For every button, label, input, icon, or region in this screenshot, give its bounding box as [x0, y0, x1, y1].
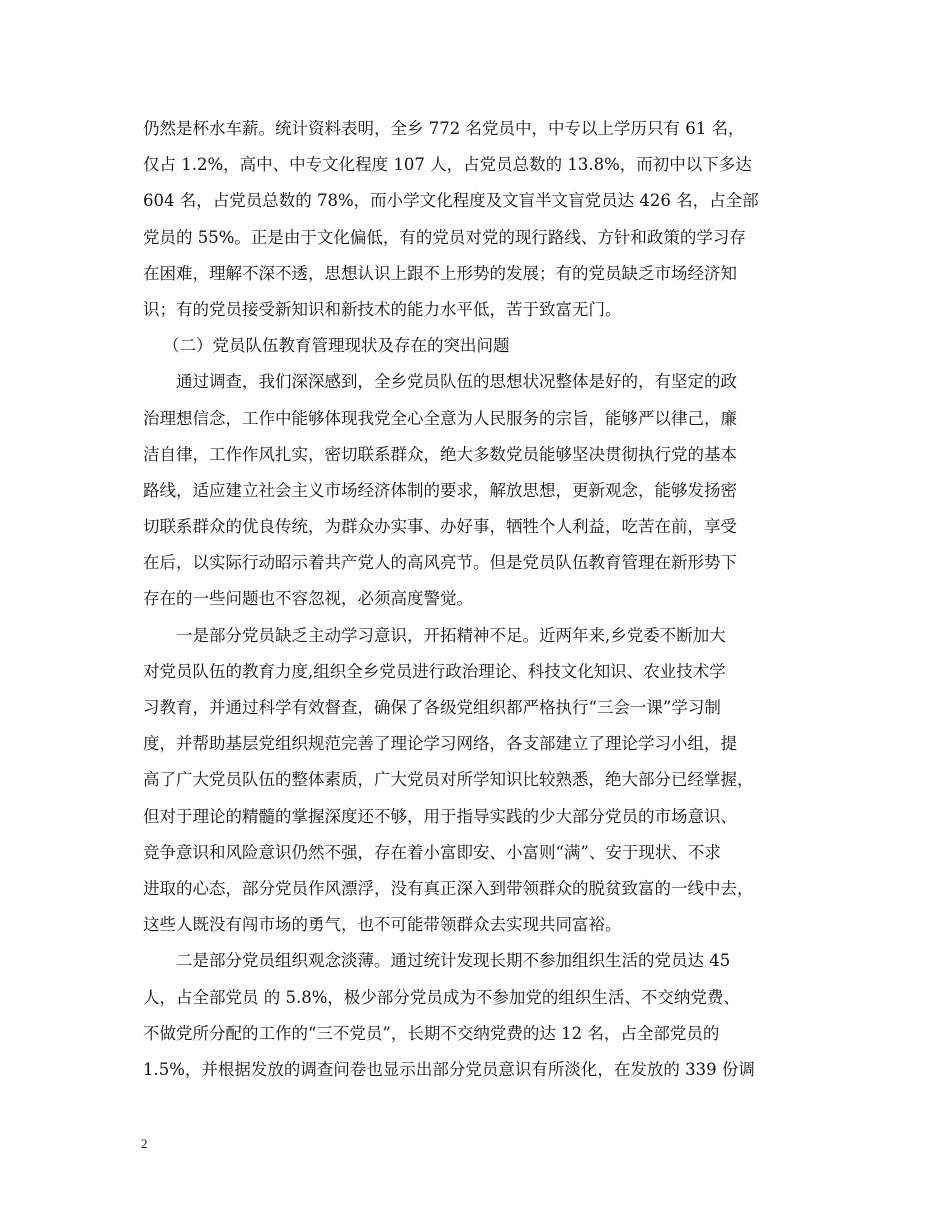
text-line: 1.5%，并根据发放的调查问卷也显示出部分党员意识有所淡化，在发放的 339 份调 [143, 1059, 755, 1079]
text-line: 进取的心态，部分党员作风漂浮，没有真正深入到带领群众的脱贫致富的一线中去， [143, 878, 754, 898]
text-line: 通过调查，我们深深感到，全乡党员队伍的思想状况整体是好的，有坚定的政 [176, 372, 737, 392]
paragraph [143, 618, 813, 944]
text-line: 但对于理论的精髓的掌握深度还不够，用于指导实践的少大部分党员的市场意识、 [143, 806, 737, 826]
text-line: 二是部分党员组织观念淡薄。通过统计发现长期不参加组织生活的党员达 45 [176, 951, 731, 971]
text-line: 不做党所分配的工作的“三不党员”，长期不交纳党费的达 12 名，占全部党员的 [143, 1023, 720, 1043]
section-heading: （二）党员队伍教育管理现状及存在的突出问题 [163, 336, 510, 356]
paragraph [143, 364, 813, 617]
text-line: 存在的一些问题也不容忽视，必须高度警觉。 [143, 589, 473, 609]
text-line: 仍然是杯水车薪。统计资料表明，全乡 772 名党员中，中专以上学历只有 61 名， [143, 119, 745, 138]
text-line: 仅占 1.2%，高中、中专文化程度 107 人，占党员总数的 13.8%，而初中以下多达 [143, 155, 752, 175]
paragraph [143, 111, 813, 328]
text-line: 治理想信念，工作中能够体现我党全心全意为人民服务的宗旨，能够严以律己，廉 [143, 408, 737, 428]
text-line: 洁自律，工作作风扎实，密切联系群众，绝大多数党员能够坚决贯彻执行党的基本 [143, 444, 737, 464]
text-line: 高了广大党员队伍的整体素质，广大党员对所学知识比较熟悉，绝大部分已经掌握， [143, 770, 754, 790]
text-line: 一是部分党员缺乏主动学习意识，开拓精神不足。近两年来,乡党委不断加大 [176, 625, 726, 645]
text-line: 604 名，占党员总数的 78%，而小学文化程度及文盲半文盲党员达 426 名，占全部 [143, 191, 759, 211]
document-body [143, 111, 813, 1088]
text-line: 习教育，并通过科学有效督查，确保了各级党组织都严格执行“三会一课”学习制 [143, 698, 721, 717]
text-line: 切联系群众的优良传统，为群众办实事、办好事，牺牲个人利益，吃苦在前，享受 [143, 517, 737, 537]
text-line: 这些人既没有闯市场的勇气，也不可能带领群众去实现共同富裕。 [143, 915, 622, 935]
text-line: 路线，适应建立社会主义市场经济体制的要求，解放思想，更新观念，能够发扬密 [143, 480, 737, 500]
page-number: 2 [141, 1136, 148, 1151]
text-line: 竞争意识和风险意识仍然不强，存在着小富即安、小富则“满”、安于现状、不求 [143, 842, 721, 862]
text-line: 度，并帮助基层党组织规范完善了理论学习网络，各支部建立了理论学习小组，提 [143, 734, 737, 754]
text-line: 在困难，理解不深不透，思想认识上跟不上形势的发展；有的党员缺乏市场经济知 [143, 263, 737, 283]
text-line: 人，占全部党员 的 5.8%，极少部分党员成为不参加党的组织生活、不交纳党费、 [143, 987, 740, 1007]
text-line: 对党员队伍的教育力度,组织全乡党员进行政治理论、科技文化知识、农业技术学 [143, 661, 726, 681]
text-line: 党员的 55%。正是由于文化偏低，有的党员对党的现行路线、方针和政策的学习存 [143, 227, 746, 247]
paragraph [143, 943, 813, 1088]
text-line: 识；有的党员接受新知识和新技术的能力水平低，苦于致富无门。 [143, 299, 622, 319]
text-line: 在后，以实际行动昭示着共产党人的高风亮节。但是党员队伍教育管理在新形势下 [143, 553, 737, 573]
